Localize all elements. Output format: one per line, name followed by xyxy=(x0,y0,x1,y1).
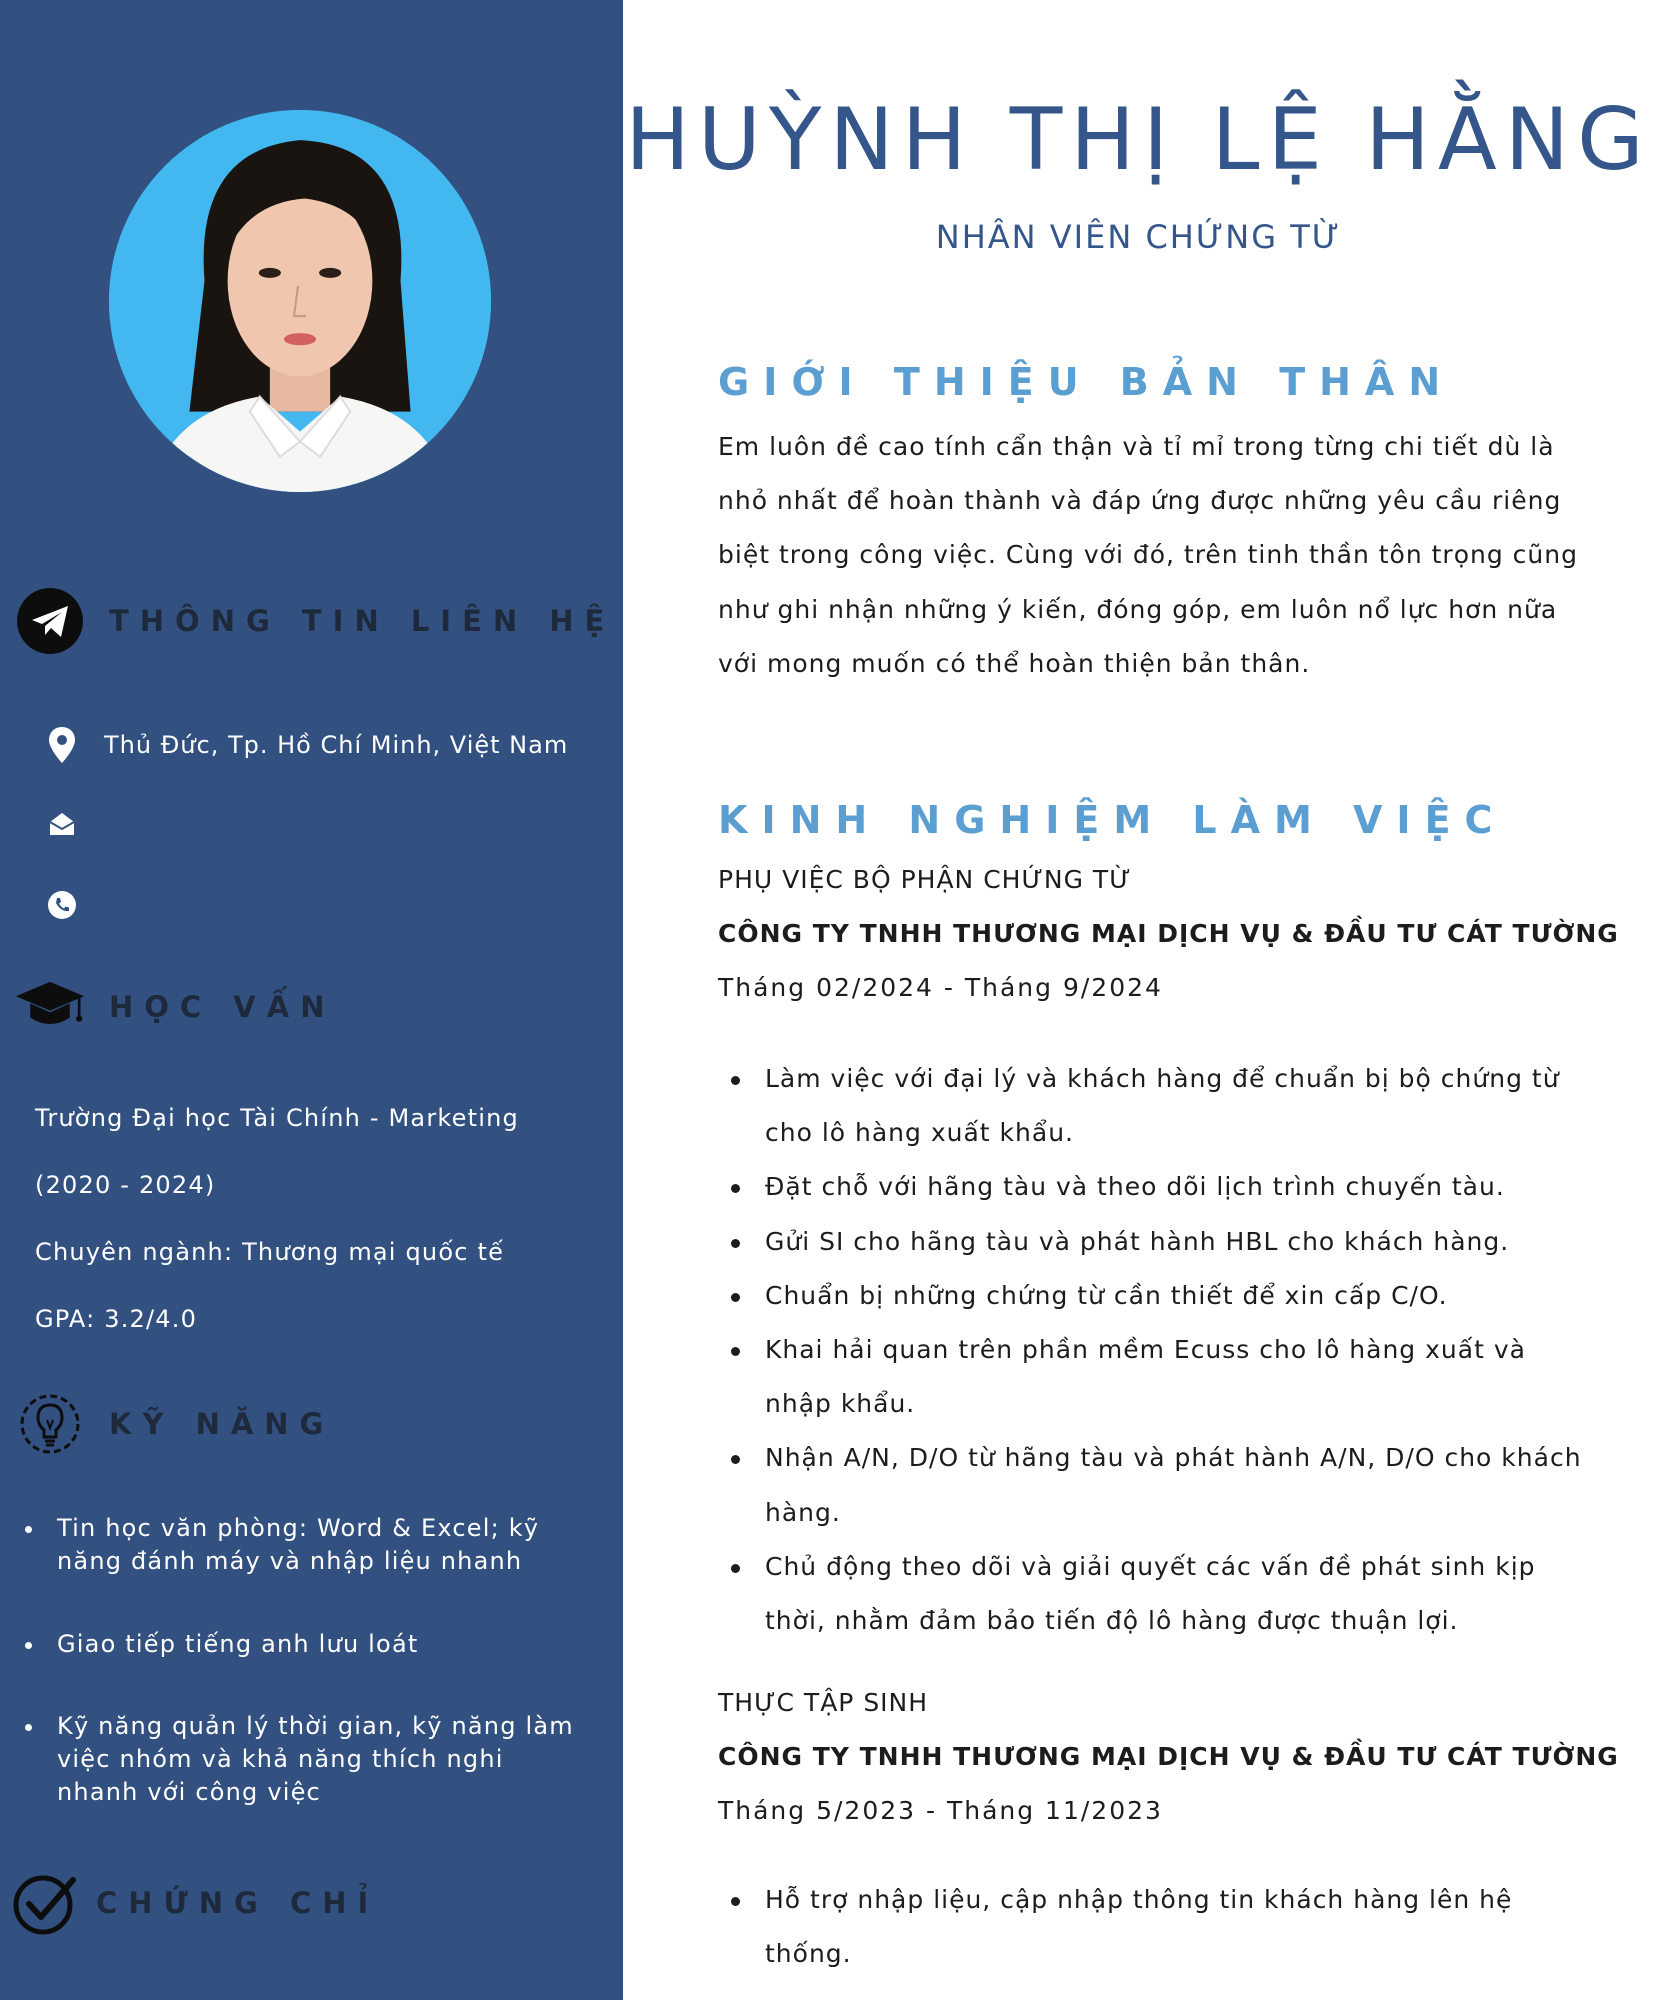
education-school: Trường Đại học Tài Chính - Marketing xyxy=(35,1104,519,1132)
education-heading-label: HỌC VẤN xyxy=(109,990,336,1024)
job-task: Chủ động theo dõi và giải quyết các vấn đề phát sinh kịp thời, nhằm đảm bảo tiến độ lô hàng được thuận lợi. xyxy=(718,1540,1598,1648)
skills-heading xyxy=(15,1389,334,1459)
skills-list xyxy=(25,1512,585,1809)
contact-heading-label: THÔNG TIN LIÊN HỆ xyxy=(109,604,616,638)
check-circle-icon xyxy=(10,1868,80,1938)
skill-item: Tin học văn phòng: Word & Excel; kỹ năng đánh máy và nhập liệu nhanh xyxy=(25,1512,585,1578)
profile-photo xyxy=(109,110,491,492)
education-major: Chuyên ngành: Thương mại quốc tế xyxy=(35,1238,505,1266)
email-row xyxy=(44,806,104,842)
job-task: Chuẩn bị những chứng từ cần thiết để xin cấp C/O. xyxy=(718,1269,1598,1323)
paper-plane-icon xyxy=(15,586,85,656)
phone-icon xyxy=(44,887,80,923)
certificates-heading xyxy=(10,1868,379,1938)
job-date: Tháng 02/2024 - Tháng 9/2024 xyxy=(718,973,1163,1002)
phone-row xyxy=(44,887,104,923)
map-pin-icon xyxy=(44,727,80,763)
job-tasks-list xyxy=(718,1052,1598,1648)
job-title: THỰC TẬP SINH xyxy=(718,1688,929,1717)
skill-item: Giao tiếp tiếng anh lưu loát xyxy=(25,1628,585,1661)
sidebar xyxy=(0,0,623,2000)
candidate-role: NHÂN VIÊN CHỨNG TỪ xyxy=(935,218,1342,256)
certificates-heading-label: CHỨNG CHỈ xyxy=(96,1886,380,1920)
address-row xyxy=(44,727,568,763)
job-task: Nhận A/N, D/O từ hãng tàu và phát hành A/N, D/O cho khách hàng. xyxy=(718,1431,1598,1539)
education-gpa: GPA: 3.2/4.0 xyxy=(35,1305,198,1333)
experience-heading: KINH NGHIỆM LÀM VIỆC xyxy=(718,798,1507,842)
skills-heading-label: KỸ NĂNG xyxy=(109,1407,335,1441)
job-date: Tháng 5/2023 - Tháng 11/2023 xyxy=(718,1796,1163,1825)
job-company: CÔNG TY TNHH THƯƠNG MẠI DỊCH VỤ & ĐẦU TƯ CÁT TƯỜNG xyxy=(718,919,1619,948)
job-tasks-list xyxy=(718,1873,1598,1981)
job-task: Gửi SI cho hãng tàu và phát hành HBL cho khách hàng. xyxy=(718,1215,1598,1269)
job-task: Đặt chỗ với hãng tàu và theo dõi lịch trình chuyến tàu. xyxy=(718,1160,1598,1214)
mail-icon xyxy=(44,806,80,842)
job-task: Khai hải quan trên phần mềm Ecuss cho lô hàng xuất và nhập khẩu. xyxy=(718,1323,1598,1431)
skill-item: Kỹ năng quản lý thời gian, kỹ năng làm việc nhóm và khả năng thích nghi nhanh với công việc xyxy=(25,1710,585,1809)
education-heading xyxy=(15,972,335,1042)
job-task: Làm việc với đại lý và khách hàng để chuẩn bị bộ chứng từ cho lô hàng xuất khẩu. xyxy=(718,1052,1598,1160)
candidate-name: HUỲNH THỊ LỆ HẰNG xyxy=(625,90,1652,190)
portrait-image xyxy=(109,110,491,492)
intro-heading: GIỚI THIỆU BẢN THÂN xyxy=(718,360,1455,404)
job-title: PHỤ VIỆC BỘ PHẬN CHỨNG TỪ xyxy=(718,865,1132,894)
contact-heading xyxy=(15,586,615,656)
education-years: (2020 - 2024) xyxy=(35,1171,216,1199)
job-company: CÔNG TY TNHH THƯƠNG MẠI DỊCH VỤ & ĐẦU TƯ CÁT TƯỜNG xyxy=(718,1742,1619,1771)
job-task: Hỗ trợ nhập liệu, cập nhập thông tin khách hàng lên hệ thống. xyxy=(718,1873,1598,1981)
address-text: Thủ Đức, Tp. Hồ Chí Minh, Việt Nam xyxy=(104,731,569,759)
lightbulb-gear-icon xyxy=(15,1389,85,1459)
intro-text: Em luôn đề cao tính cẩn thận và tỉ mỉ trong từng chi tiết dù là nhỏ nhất để hoàn thành và đáp ứng được những yêu cầu riêng biệt trong công việc. Cùng với đó, trên tinh thần tôn trọng cũng như ghi nhận những ý kiến, đóng góp, em luôn nổ lực hơn nữa với mong muốn có thể hoàn thiện bản thân. xyxy=(718,432,1578,678)
graduation-cap-icon xyxy=(15,972,85,1042)
